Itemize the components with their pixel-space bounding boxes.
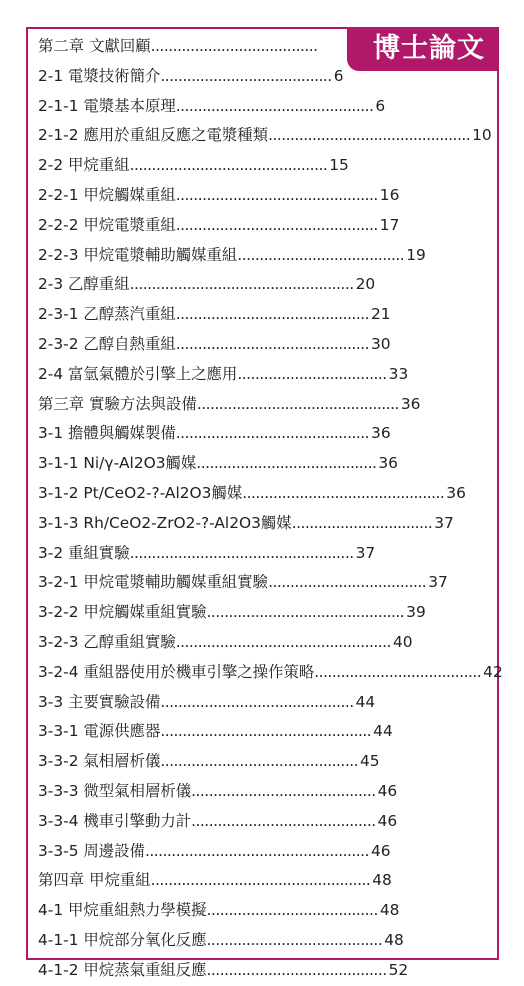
toc-entry-label: 2-3-2 乙醇自熱重組	[38, 334, 176, 353]
toc-entry-label: 3-2-2 甲烷觸媒重組實驗	[38, 603, 207, 622]
toc-dot-leader: ............................................	[175, 424, 370, 443]
toc-entry-page: 37	[434, 513, 454, 532]
toc-dot-leader: ..............................................	[196, 394, 399, 413]
toc-entry-label: 2-2-3 甲烷電漿輔助觸媒重組	[38, 245, 238, 264]
toc-dot-leader: .................................................	[175, 632, 391, 651]
toc-entry-page: 10	[472, 126, 492, 145]
toc-entry-label: 2-1 電漿技術簡介	[38, 66, 161, 85]
toc-entry	[38, 92, 489, 122]
toc-dot-leader: ..................................	[237, 364, 387, 383]
toc-entry-page: 36	[378, 454, 398, 473]
toc-entry-page: 30	[371, 334, 391, 353]
toc-entry-label: 4-1 甲烷重組熱力學模擬	[38, 901, 207, 920]
toc-dot-leader: ........................................	[206, 930, 383, 949]
toc-entry-label: 3-3-4 機車引擎動力計	[38, 811, 192, 830]
toc-entry	[38, 121, 492, 151]
toc-entry	[38, 151, 489, 181]
toc-dot-leader: .......................................	[206, 901, 378, 920]
toc-entry-label: 2-2-1 甲烷觸媒重組	[38, 185, 176, 204]
toc-dot-leader: ..............................................	[175, 185, 378, 204]
toc-dot-leader: .............................................	[129, 156, 328, 175]
toc-entry-label: 2-2 甲烷重組	[38, 156, 130, 175]
toc-entry	[38, 807, 489, 837]
toc-entry	[38, 360, 489, 390]
toc-entry-label: 3-1-3 Rh/CeO2-ZrO2-?-Al2O3觸媒	[38, 513, 292, 532]
toc-dot-leader: ...................................................	[129, 275, 354, 294]
toc-dot-leader: ................................................	[160, 722, 372, 741]
toc-entry-page: 36	[400, 394, 421, 413]
toc-dot-leader: ..............................................	[268, 126, 471, 145]
toc-dot-leader: .........................................	[196, 454, 377, 473]
toc-entry-page: 48	[384, 930, 404, 949]
toc-entry-page: 40	[392, 632, 413, 651]
toc-entry	[38, 241, 489, 271]
toc-entry-label: 3-3-2 氣相層析儀	[38, 752, 161, 771]
toc-entry	[38, 896, 489, 926]
toc-entry	[38, 539, 489, 569]
toc-entry-page: 6	[375, 96, 386, 115]
toc-entry-label: 3-1-2 Pt/CeO2-?-Al2O3觸媒	[38, 483, 243, 502]
toc-entry-page: 36	[371, 424, 391, 443]
toc-entry-label: 3-3-3 微型氣相層析儀	[38, 781, 192, 800]
toc-entry-page: 6	[333, 66, 344, 85]
toc-entry-label: 3-3 主要實驗設備	[38, 692, 161, 711]
toc-entry	[38, 390, 489, 420]
toc-entry-label: 2-2-2 甲烷電漿重組	[38, 215, 176, 234]
toc-entry	[38, 300, 489, 330]
doctoral-thesis-badge: 博士論文	[347, 27, 499, 71]
toc-entry	[38, 509, 489, 539]
toc-dot-leader: .............................................	[175, 96, 374, 115]
toc-entry	[38, 837, 489, 867]
toc-entry-label: 3-2-4 重組器使用於機車引擎之操作策略	[38, 662, 315, 681]
toc-entry-page: 52	[388, 960, 409, 979]
toc-entry	[38, 598, 489, 628]
toc-entry	[38, 658, 503, 688]
toc-entry-label: 3-1-1 Ni/γ-Al2O3觸媒	[38, 454, 197, 473]
toc-entry-label: 3-1 擔體與觸媒製備	[38, 424, 176, 443]
toc-entry-page: 33	[388, 364, 409, 383]
toc-entry-page: 48	[379, 901, 400, 920]
toc-dot-leader: ..............................................	[175, 215, 378, 234]
toc-dot-leader: ..............................................	[242, 483, 445, 502]
toc-entry	[38, 717, 489, 747]
toc-entry-label: 2-3-1 乙醇蒸汽重組	[38, 305, 176, 324]
toc-entry-label: 第三章 實驗方法與設備	[38, 394, 197, 413]
toc-entry-label: 2-1-1 電漿基本原理	[38, 96, 176, 115]
toc-entry-page: 21	[371, 305, 391, 324]
toc-entry	[38, 956, 489, 986]
toc-dot-leader: .......................................	[160, 66, 332, 85]
toc-entry-page: 44	[373, 722, 393, 741]
toc-entry-label: 4-1-2 甲烷蒸氣重組反應	[38, 960, 207, 979]
toc-entry-label: 2-3 乙醇重組	[38, 275, 130, 294]
toc-entry-page: 37	[428, 573, 448, 592]
toc-entry	[38, 866, 489, 896]
toc-entry-label: 2-1-2 應用於重組反應之電漿種類	[38, 126, 269, 145]
toc-entry	[38, 449, 489, 479]
toc-dot-leader: .........................................	[206, 960, 387, 979]
toc-entry-page: 42	[483, 662, 503, 681]
toc-entry	[38, 330, 489, 360]
toc-dot-leader: ...................................................	[144, 841, 369, 860]
toc-entry	[38, 419, 489, 449]
toc-entry-page: 46	[370, 841, 391, 860]
toc-entry-page: 44	[355, 692, 376, 711]
toc-entry-label: 第二章 文獻回顧	[38, 37, 151, 55]
toc-dot-leader: .............................................	[160, 752, 358, 771]
toc-entry-label: 3-2 重組實驗	[38, 543, 130, 562]
toc-entry-page: 46	[377, 811, 398, 830]
toc-entry-label: 第四章 甲烷重組	[38, 871, 151, 890]
toc-entry	[38, 479, 489, 509]
table-of-contents	[38, 32, 503, 986]
toc-entry	[38, 181, 489, 211]
toc-entry-page: 45	[360, 752, 380, 771]
toc-dot-leader: ......................................	[150, 37, 318, 55]
toc-dot-leader: ....................................	[268, 573, 427, 592]
toc-dot-leader: ..........................................	[191, 781, 376, 800]
toc-entry-label: 3-2-1 甲烷電漿輔助觸媒重組實驗	[38, 573, 269, 592]
toc-entry	[38, 688, 489, 718]
toc-dot-leader: ............................................	[175, 334, 369, 353]
toc-entry	[38, 926, 489, 956]
toc-entry-page: 48	[372, 871, 392, 890]
toc-entry-page: 46	[377, 781, 398, 800]
toc-entry	[38, 777, 489, 807]
toc-entry-page: 39	[406, 603, 426, 622]
toc-page-frame	[26, 27, 503, 979]
toc-entry	[38, 211, 489, 241]
toc-entry-label: 3-3-1 電源供應器	[38, 722, 161, 741]
toc-entry-page: 15	[329, 156, 349, 175]
toc-dot-leader: ..................................................	[150, 871, 371, 890]
toc-entry	[38, 568, 489, 598]
toc-entry-page: 37	[355, 543, 376, 562]
toc-entry-page: 20	[355, 275, 376, 294]
toc-dot-leader: ................................	[291, 513, 433, 532]
toc-dot-leader: ...................................................	[129, 543, 354, 562]
toc-dot-leader: ......................................	[237, 245, 405, 264]
toc-entry-page: 17	[379, 215, 400, 234]
toc-entry-label: 2-4 富氫氣體於引擎上之應用	[38, 364, 238, 383]
toc-entry-page: 16	[379, 185, 400, 204]
toc-entry-label: 3-2-3 乙醇重組實驗	[38, 632, 176, 651]
toc-dot-leader: ............................................	[175, 305, 369, 324]
toc-dot-leader: ......................................	[314, 662, 482, 681]
toc-dot-leader: .............................................	[206, 603, 405, 622]
toc-dot-leader: ............................................	[160, 692, 354, 711]
toc-entry	[38, 747, 489, 777]
toc-entry	[38, 270, 489, 300]
toc-entry-label: 4-1-1 甲烷部分氧化反應	[38, 930, 207, 949]
toc-entry-label: 3-3-5 周邊設備	[38, 841, 145, 860]
toc-entry-page: 36	[446, 483, 466, 502]
toc-entry-page: 19	[406, 245, 426, 264]
toc-entry	[38, 628, 489, 658]
toc-dot-leader: ..........................................	[191, 811, 376, 830]
